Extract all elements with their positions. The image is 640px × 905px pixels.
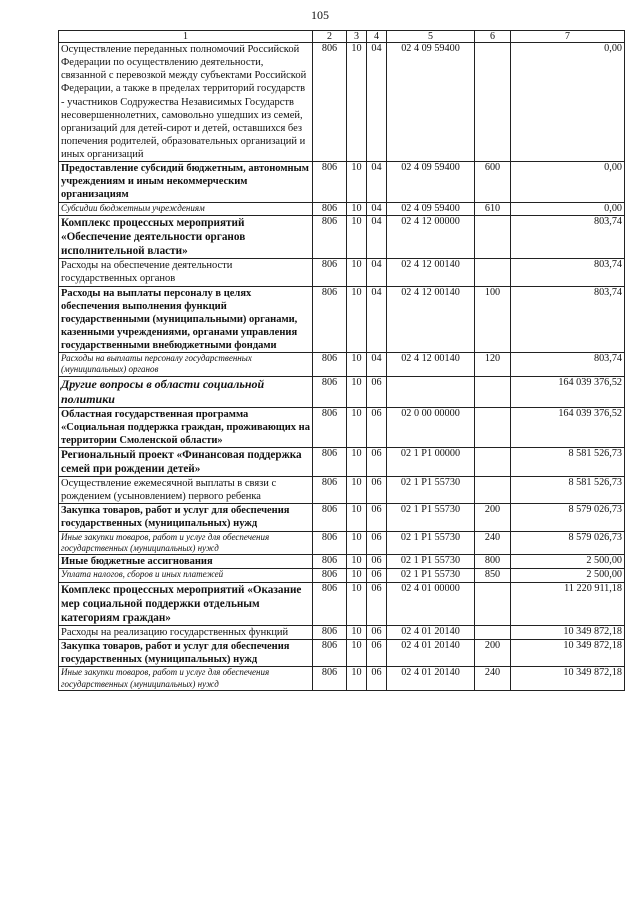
item-name: Комплекс процессных мероприятий «Оказание мер социальной поддержки отдельным категориям граждан» bbox=[59, 582, 313, 625]
header-row bbox=[59, 31, 625, 43]
code-target-article: 02 0 00 00000 bbox=[387, 407, 475, 447]
code-expense-type bbox=[475, 216, 511, 259]
item-name: Расходы на выплаты персоналу в целях обеспечения выполнения функций государственными (муниципальными) органами, казенными учреждениями, органами управления государственными внебюджетными фондами bbox=[59, 286, 313, 353]
amount: 0,00 bbox=[511, 202, 625, 216]
code-expense-type bbox=[475, 625, 511, 639]
table-row bbox=[59, 504, 625, 531]
amount: 2 500,00 bbox=[511, 569, 625, 583]
code-section: 10 bbox=[347, 531, 367, 555]
item-name: Иные закупки товаров, работ и услуг для обеспечения государственных (муниципальных) нужд bbox=[59, 667, 313, 691]
col-header-4: 4 bbox=[367, 31, 387, 43]
item-name: Уплата налогов, сборов и иных платежей bbox=[59, 569, 313, 583]
code-subsection: 04 bbox=[367, 353, 387, 377]
code-section: 10 bbox=[347, 216, 367, 259]
code-section: 10 bbox=[347, 625, 367, 639]
code-target-article: 02 4 09 59400 bbox=[387, 43, 475, 162]
table-row bbox=[59, 407, 625, 447]
col-header-7: 7 bbox=[511, 31, 625, 43]
item-name: Расходы на обеспечение деятельности государственных органов bbox=[59, 259, 313, 286]
code-admin: 806 bbox=[313, 259, 347, 286]
amount: 164 039 376,52 bbox=[511, 407, 625, 447]
item-name: Закупка товаров, работ и услуг для обеспечения государственных (муниципальных) нужд bbox=[59, 640, 313, 667]
amount: 164 039 376,52 bbox=[511, 376, 625, 407]
col-header-2: 2 bbox=[313, 31, 347, 43]
table-row bbox=[59, 202, 625, 216]
code-expense-type bbox=[475, 582, 511, 625]
table-row bbox=[59, 286, 625, 353]
code-subsection: 06 bbox=[367, 667, 387, 691]
item-name: Осуществление ежемесячной выплаты в связи с рождением (усыновлением) первого ребенка bbox=[59, 477, 313, 504]
code-subsection: 04 bbox=[367, 259, 387, 286]
code-target-article: 02 4 01 20140 bbox=[387, 667, 475, 691]
code-subsection: 06 bbox=[367, 504, 387, 531]
code-section: 10 bbox=[347, 407, 367, 447]
code-admin: 806 bbox=[313, 477, 347, 504]
code-subsection: 04 bbox=[367, 202, 387, 216]
item-name: Областная государственная программа «Социальная поддержка граждан, проживающих на территории Смоленской области» bbox=[59, 407, 313, 447]
item-name: Иные закупки товаров, работ и услуг для обеспечения государственных (муниципальных) нужд bbox=[59, 531, 313, 555]
page-number: 105 bbox=[311, 8, 329, 22]
code-subsection: 06 bbox=[367, 448, 387, 477]
code-target-article: 02 4 12 00140 bbox=[387, 286, 475, 353]
amount: 803,74 bbox=[511, 259, 625, 286]
code-expense-type: 610 bbox=[475, 202, 511, 216]
amount: 8 579 026,73 bbox=[511, 504, 625, 531]
table-row bbox=[59, 43, 625, 162]
code-subsection: 06 bbox=[367, 477, 387, 504]
col-header-6: 6 bbox=[475, 31, 511, 43]
table-row bbox=[59, 216, 625, 259]
code-expense-type: 240 bbox=[475, 531, 511, 555]
table-row bbox=[59, 625, 625, 639]
code-section: 10 bbox=[347, 448, 367, 477]
budget-table bbox=[58, 30, 625, 691]
code-subsection: 04 bbox=[367, 286, 387, 353]
table-row bbox=[59, 376, 625, 407]
amount: 8 581 526,73 bbox=[511, 448, 625, 477]
code-subsection: 06 bbox=[367, 407, 387, 447]
amount: 10 349 872,18 bbox=[511, 667, 625, 691]
code-target-article: 02 1 P1 55730 bbox=[387, 569, 475, 583]
code-target-article: 02 1 P1 55730 bbox=[387, 504, 475, 531]
code-admin: 806 bbox=[313, 531, 347, 555]
code-admin: 806 bbox=[313, 640, 347, 667]
code-section: 10 bbox=[347, 353, 367, 377]
amount: 8 579 026,73 bbox=[511, 531, 625, 555]
table-row bbox=[59, 448, 625, 477]
col-header-3: 3 bbox=[347, 31, 367, 43]
table-row bbox=[59, 531, 625, 555]
item-name: Закупка товаров, работ и услуг для обеспечения государственных (муниципальных) нужд bbox=[59, 504, 313, 531]
item-name: Предоставление субсидий бюджетным, автономным учреждениям и иным некоммерческим организациям bbox=[59, 162, 313, 202]
item-name: Осуществление переданных полномочий Российской Федерации по осуществлению деятельности, связанной с перевозкой между субъектами Российской Федерации, а также в пределах территорий государств - участников Содружества Независимых Государств несовершеннолетних, самовольно ушедших из семей, организаций для детей-сирот и детей, оставшихся без попечения родителей, образовательных организаций и иных организаций bbox=[59, 43, 313, 162]
code-expense-type: 200 bbox=[475, 640, 511, 667]
amount: 2 500,00 bbox=[511, 555, 625, 569]
item-name: Расходы на выплаты персоналу государственных (муниципальных) органов bbox=[59, 353, 313, 377]
code-admin: 806 bbox=[313, 667, 347, 691]
item-name: Иные бюджетные ассигнования bbox=[59, 555, 313, 569]
code-expense-type: 240 bbox=[475, 667, 511, 691]
table-row bbox=[59, 569, 625, 583]
code-subsection: 06 bbox=[367, 625, 387, 639]
code-target-article bbox=[387, 376, 475, 407]
item-name: Комплекс процессных мероприятий «Обеспечение деятельности органов исполнительной власти» bbox=[59, 216, 313, 259]
code-admin: 806 bbox=[313, 569, 347, 583]
code-expense-type: 200 bbox=[475, 504, 511, 531]
code-expense-type: 600 bbox=[475, 162, 511, 202]
amount: 0,00 bbox=[511, 43, 625, 162]
amount: 11 220 911,18 bbox=[511, 582, 625, 625]
code-subsection: 04 bbox=[367, 43, 387, 162]
item-name: Региональный проект «Финансовая поддержка семей при рождении детей» bbox=[59, 448, 313, 477]
code-admin: 806 bbox=[313, 407, 347, 447]
code-subsection: 06 bbox=[367, 555, 387, 569]
code-section: 10 bbox=[347, 569, 367, 583]
item-name: Субсидии бюджетным учреждениям bbox=[59, 202, 313, 216]
code-target-article: 02 4 01 20140 bbox=[387, 625, 475, 639]
code-admin: 806 bbox=[313, 202, 347, 216]
code-admin: 806 bbox=[313, 625, 347, 639]
amount: 0,00 bbox=[511, 162, 625, 202]
code-admin: 806 bbox=[313, 286, 347, 353]
code-target-article: 02 4 09 59400 bbox=[387, 202, 475, 216]
code-expense-type bbox=[475, 43, 511, 162]
code-section: 10 bbox=[347, 202, 367, 216]
amount: 10 349 872,18 bbox=[511, 640, 625, 667]
code-expense-type bbox=[475, 376, 511, 407]
code-section: 10 bbox=[347, 376, 367, 407]
amount: 8 581 526,73 bbox=[511, 477, 625, 504]
code-subsection: 06 bbox=[367, 569, 387, 583]
amount: 803,74 bbox=[511, 216, 625, 259]
table-row bbox=[59, 162, 625, 202]
amount: 10 349 872,18 bbox=[511, 625, 625, 639]
code-target-article: 02 4 12 00000 bbox=[387, 216, 475, 259]
code-target-article: 02 4 12 00140 bbox=[387, 259, 475, 286]
code-section: 10 bbox=[347, 555, 367, 569]
amount: 803,74 bbox=[511, 286, 625, 353]
item-name: Расходы на реализацию государственных функций bbox=[59, 625, 313, 639]
code-subsection: 06 bbox=[367, 376, 387, 407]
code-target-article: 02 1 P1 55730 bbox=[387, 531, 475, 555]
code-target-article: 02 4 01 00000 bbox=[387, 582, 475, 625]
item-name: Другие вопросы в области социальной политики bbox=[59, 376, 313, 407]
table-row bbox=[59, 640, 625, 667]
table-row bbox=[59, 582, 625, 625]
table-row bbox=[59, 353, 625, 377]
code-section: 10 bbox=[347, 162, 367, 202]
code-expense-type: 100 bbox=[475, 286, 511, 353]
code-target-article: 02 4 09 59400 bbox=[387, 162, 475, 202]
code-section: 10 bbox=[347, 504, 367, 531]
code-admin: 806 bbox=[313, 582, 347, 625]
code-target-article: 02 4 01 20140 bbox=[387, 640, 475, 667]
table-row bbox=[59, 667, 625, 691]
code-section: 10 bbox=[347, 259, 367, 286]
table-row bbox=[59, 555, 625, 569]
table-body bbox=[59, 43, 625, 691]
code-section: 10 bbox=[347, 640, 367, 667]
code-section: 10 bbox=[347, 43, 367, 162]
code-subsection: 04 bbox=[367, 216, 387, 259]
code-expense-type: 120 bbox=[475, 353, 511, 377]
code-expense-type: 850 bbox=[475, 569, 511, 583]
code-admin: 806 bbox=[313, 448, 347, 477]
code-admin: 806 bbox=[313, 555, 347, 569]
amount: 803,74 bbox=[511, 353, 625, 377]
code-subsection: 06 bbox=[367, 582, 387, 625]
code-target-article: 02 1 P1 55730 bbox=[387, 477, 475, 504]
code-section: 10 bbox=[347, 667, 367, 691]
code-expense-type bbox=[475, 259, 511, 286]
table-row bbox=[59, 259, 625, 286]
code-target-article: 02 4 12 00140 bbox=[387, 353, 475, 377]
code-subsection: 06 bbox=[367, 640, 387, 667]
code-section: 10 bbox=[347, 582, 367, 625]
code-subsection: 06 bbox=[367, 531, 387, 555]
code-admin: 806 bbox=[313, 162, 347, 202]
code-expense-type bbox=[475, 448, 511, 477]
code-admin: 806 bbox=[313, 353, 347, 377]
col-header-5: 5 bbox=[387, 31, 475, 43]
code-target-article: 02 1 P1 55730 bbox=[387, 555, 475, 569]
code-section: 10 bbox=[347, 477, 367, 504]
code-expense-type bbox=[475, 477, 511, 504]
code-admin: 806 bbox=[313, 216, 347, 259]
code-admin: 806 bbox=[313, 376, 347, 407]
code-admin: 806 bbox=[313, 43, 347, 162]
col-header-1: 1 bbox=[59, 31, 313, 43]
code-expense-type bbox=[475, 407, 511, 447]
code-admin: 806 bbox=[313, 504, 347, 531]
code-section: 10 bbox=[347, 286, 367, 353]
code-expense-type: 800 bbox=[475, 555, 511, 569]
table-row bbox=[59, 477, 625, 504]
code-target-article: 02 1 P1 00000 bbox=[387, 448, 475, 477]
code-subsection: 04 bbox=[367, 162, 387, 202]
